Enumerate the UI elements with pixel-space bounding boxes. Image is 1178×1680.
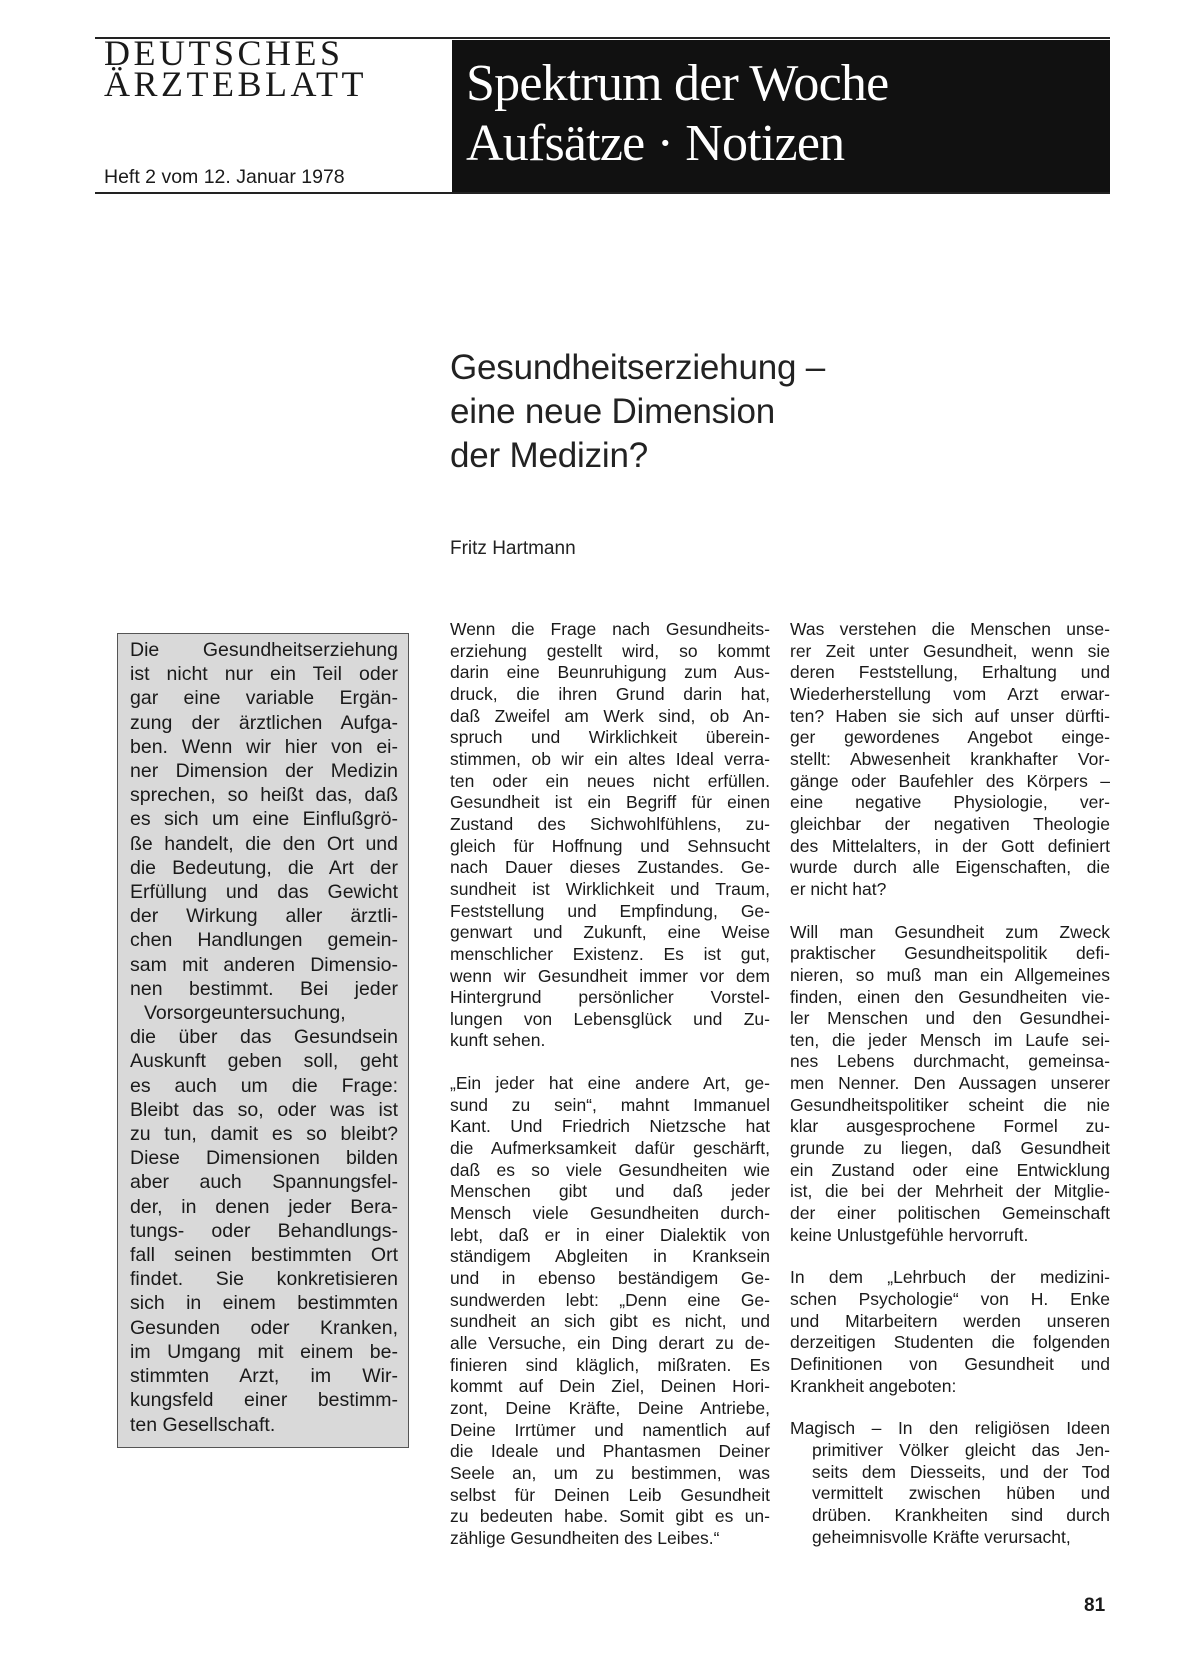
text-line: finden, einen den Gesundheiten vie-	[790, 986, 1110, 1007]
text-line: Hintergrund persönlicher Vorstel-	[450, 987, 770, 1008]
article-title	[450, 346, 1100, 478]
text-line: Krankheit angeboten:	[790, 1375, 957, 1396]
text-line: ten Gesellschaft.	[130, 1413, 276, 1436]
section-banner	[452, 40, 1110, 192]
text-line: ein Zustand oder eine Entwicklung	[790, 1159, 1110, 1180]
text-line: Die Gesundheitserziehung	[130, 639, 398, 661]
text-line: und Mitarbeitern werden unseren	[790, 1310, 1110, 1331]
text-line: nieren, so muß man ein Allgemeines	[790, 964, 1110, 985]
text-line: Wiederherstellung vom Arzt erwar-	[790, 683, 1110, 704]
text-line: Gesundheitspolitiker scheint die nie	[790, 1094, 1110, 1115]
article-column-2	[790, 619, 1110, 1548]
title-line: Gesundheitserziehung –	[450, 348, 826, 387]
text-line: Wenn die Frage nach Gesundheits-	[450, 619, 770, 639]
text-line: kommt auf Dein Ziel, Deinen Hori-	[450, 1376, 770, 1397]
text-line: daß Zweifel am Werk sind, ob An-	[450, 705, 770, 726]
text-line: ständigem Abgleiten in Kranksein	[450, 1246, 770, 1267]
text-line: zu bedeuten habe. Somit gibt es un-	[450, 1506, 770, 1527]
author-name: Fritz Hartmann	[450, 538, 576, 559]
text-line: selbst für Deinen Leib Gesundheit	[450, 1484, 770, 1505]
paragraph-gap	[790, 901, 1110, 922]
text-line: Deine Irrtümer und namentlich auf	[450, 1419, 770, 1440]
text-line: gar eine variable Ergän-	[130, 687, 398, 710]
text-line: drüben. Krankheiten sind durch	[812, 1504, 1110, 1525]
title-line: der Medizin?	[450, 436, 648, 475]
text-line: sundheit an sich gibt es nicht, und	[450, 1311, 770, 1332]
masthead-logo	[104, 33, 424, 104]
text-line: ten, die jeder Mensch im Laufe sei-	[790, 1029, 1110, 1050]
text-line: es sich um eine Einflußgrö-	[130, 808, 398, 831]
text-line: Feststellung und Empfindung, Ge-	[450, 900, 770, 921]
text-line: alle Versuche, ein Ding derart zu de-	[450, 1333, 770, 1353]
text-line: ße handelt, die den Ort und	[130, 832, 398, 855]
text-line: des Mittelalters, in der Gott definiert	[790, 835, 1110, 856]
text-line: erziehung gestellt wird, so kommt	[450, 640, 770, 661]
text-line: lebt, daß er in einer Dialektik von	[450, 1224, 770, 1245]
text-line: nach Dauer dieses Zustandes. Ge-	[450, 857, 770, 878]
text-line: zählige Gesundheiten des Leibes.“	[450, 1527, 720, 1548]
text-line: Menschen gibt und daß jeder	[450, 1181, 770, 1202]
text-line: ten oder ein neues nicht erfüllen.	[450, 770, 770, 791]
text-line: ist nicht nur ein Teil oder	[130, 663, 398, 686]
text-line: grunde zu liegen, daß Gesundheit	[790, 1138, 1110, 1159]
text-line: die Bedeutung, die Art der	[130, 856, 398, 879]
text-line: stimmen, ob wir ein altes Ideal verra-	[450, 748, 770, 769]
text-line: men Nenner. Den Aussagen unserer	[790, 1073, 1110, 1094]
text-line: sprechen, so heißt das, daß	[130, 784, 398, 807]
text-line: geheimnisvolle Kräfte verursacht,	[812, 1526, 1071, 1547]
text-line: der Wirkung aller ärztli-	[130, 905, 398, 928]
text-line: daß es so viele Gesundheiten wie	[450, 1159, 770, 1180]
text-line: zont, Deine Kräfte, Deine Antriebe,	[450, 1397, 770, 1418]
text-line: menschlicher Existenz. Es ist gut,	[450, 943, 770, 964]
banner-line-1: Spektrum der Woche	[466, 55, 889, 112]
text-line: gänge oder Baufehler des Körpers –	[790, 770, 1110, 791]
text-line: Auskunft geben soll, geht	[130, 1050, 398, 1073]
text-line: die über das Gesundsein	[130, 1026, 398, 1049]
text-line: „Ein jeder hat eine andere Art, ge-	[450, 1073, 770, 1094]
text-line: sich in einem bestimmten	[130, 1292, 398, 1315]
paragraph-gap	[790, 1397, 1110, 1418]
text-line: Erfüllung und das Gewicht	[130, 881, 398, 904]
text-line: finieren sind kläglich, mißraten. Es	[450, 1354, 770, 1375]
masthead-line-1: DEUTSCHES	[104, 33, 344, 73]
text-line: Seele an, um zu bestimmen, was	[450, 1462, 770, 1483]
text-line: Gesundheit ist ein Begriff für einen	[450, 792, 770, 813]
text-line: ger gewordenes Angebot einge-	[790, 727, 1110, 748]
banner-line-2: Aufsätze · Notizen	[466, 115, 845, 172]
text-line: genwart und Zukunft, eine Weise	[450, 922, 770, 943]
text-line: Kant. Und Friedrich Nietzsche hat	[450, 1116, 770, 1137]
text-line: sundheit ist Wirklichkeit und Traum,	[450, 878, 770, 899]
text-line: die Aufmerksamkeit dafür geschärft,	[450, 1138, 770, 1159]
text-line: wenn wir Gesundheit immer vor dem	[450, 965, 770, 986]
article-column-1	[450, 619, 770, 1550]
text-line: eine negative Physiologie, ver-	[790, 792, 1110, 813]
masthead-line-2: ÄRZTEBLATT	[104, 64, 367, 104]
text-line: nen bestimmt. Bei jeder	[130, 977, 398, 1000]
text-line: vermittelt zwischen hüben und	[812, 1483, 1110, 1504]
paragraph-gap	[450, 1052, 770, 1073]
text-line: sund zu sein“, mahnt Immanuel	[450, 1094, 770, 1115]
paragraph-gap	[790, 1246, 1110, 1267]
text-line: er nicht hat?	[790, 878, 887, 899]
text-line: lungen von Lebensglück und Zu-	[450, 1008, 770, 1029]
text-line: druck, die ihren Grund darin hat,	[450, 683, 770, 704]
text-line: Magisch – In den religiösen Ideen	[790, 1418, 1110, 1439]
text-line: Diese Dimensionen bilden	[130, 1147, 398, 1170]
text-line: die Ideale und Phantasmen Deiner	[450, 1441, 770, 1462]
text-line: darin eine Beunruhigung zum Aus-	[450, 662, 770, 683]
text-line: Was verstehen die Menschen unse-	[790, 619, 1110, 639]
text-line: tungs- oder Behandlungs-	[130, 1219, 398, 1242]
text-line: klar ausgesprochene Formel zu-	[790, 1116, 1110, 1137]
text-line: gleichbar der negativen Theologie	[790, 813, 1110, 834]
text-line: ist, die bei der Mehrheit der Mitglie-	[790, 1181, 1110, 1202]
text-line: findet. Sie konkretisieren	[130, 1268, 398, 1291]
text-line: es auch um die Frage:	[130, 1074, 398, 1097]
text-line: zung der ärztlichen Aufga-	[130, 711, 398, 734]
text-line: Zustand des Sichwohlfühlens, zu-	[450, 813, 770, 834]
text-line: In dem „Lehrbuch der medizini-	[790, 1267, 1110, 1288]
text-line: derzeitigen Studenten die folgenden	[790, 1332, 1110, 1353]
text-line: keine Unlustgefühle hervorruft.	[790, 1224, 1029, 1245]
text-line: chen Handlungen gemein-	[130, 929, 398, 952]
text-line: zu tun, damit es so bleibt?	[130, 1123, 398, 1146]
text-line: Bleibt das so, oder was ist	[130, 1098, 398, 1121]
text-line: ler Menschen und den Gesundhei-	[790, 1008, 1110, 1029]
text-line: schen Psychologie“ von H. Enke	[790, 1289, 1110, 1310]
text-line: aber auch Spannungsfel-	[130, 1171, 398, 1194]
text-line: stimmten Arzt, im Wir-	[130, 1365, 398, 1388]
text-line: praktischer Gesundheitspolitik defi-	[790, 943, 1110, 964]
text-line: kunft sehen.	[450, 1030, 546, 1051]
text-line: wurde durch alle Eigenschaften, die	[790, 857, 1110, 878]
abstract-box	[117, 633, 409, 1448]
text-line: Definitionen von Gesundheit und	[790, 1354, 1110, 1374]
text-line: rer Zeit unter Gesundheit, wenn sie	[790, 640, 1110, 661]
text-line: Mensch viele Gesundheiten durch-	[450, 1203, 770, 1224]
text-line: ben. Wenn wir hier von ei-	[130, 735, 398, 758]
text-line: kungsfeld einer bestimm-	[130, 1389, 398, 1412]
text-line: ner Dimension der Medizin	[130, 760, 398, 783]
text-line: der einer politischen Gemeinschaft	[790, 1203, 1110, 1224]
text-line: deren Feststellung, Erhaltung und	[790, 662, 1110, 683]
issue-date: Heft 2 vom 12. Januar 1978	[104, 166, 345, 188]
text-line: Vorsorgeuntersuchung,	[144, 1002, 346, 1025]
title-line: eine neue Dimension	[450, 392, 776, 431]
text-line: und in ebenso beständigem Ge-	[450, 1268, 770, 1289]
text-line: sundwerden lebt: „Denn eine Ge-	[450, 1289, 770, 1310]
page-number: 81	[1084, 1595, 1106, 1616]
text-line: sam mit anderen Dimensio-	[130, 953, 398, 976]
text-line: spruch und Wirklichkeit überein-	[450, 727, 770, 748]
text-line: fall seinen bestimmten Ort	[130, 1244, 398, 1267]
text-line: Will man Gesundheit zum Zweck	[790, 921, 1110, 942]
text-line: Gesunden oder Kranken,	[130, 1316, 398, 1339]
text-line: nes Lebens durchmacht, gemeinsa-	[790, 1051, 1110, 1072]
text-line: im Umgang mit einem be-	[130, 1340, 398, 1363]
text-line: ten? Haben sie sich auf unser dürfti-	[790, 705, 1110, 726]
text-line: stellt: Abwesenheit krankhafter Vor-	[790, 748, 1110, 769]
header-bottom-rule	[95, 192, 1110, 194]
text-line: seits dem Diesseits, und der Tod	[812, 1461, 1110, 1482]
text-line: gleich für Hoffnung und Sehnsucht	[450, 835, 770, 856]
text-line: der, in denen jeder Bera-	[130, 1195, 398, 1218]
text-line: primitiver Völker gleicht das Jen-	[812, 1439, 1110, 1460]
